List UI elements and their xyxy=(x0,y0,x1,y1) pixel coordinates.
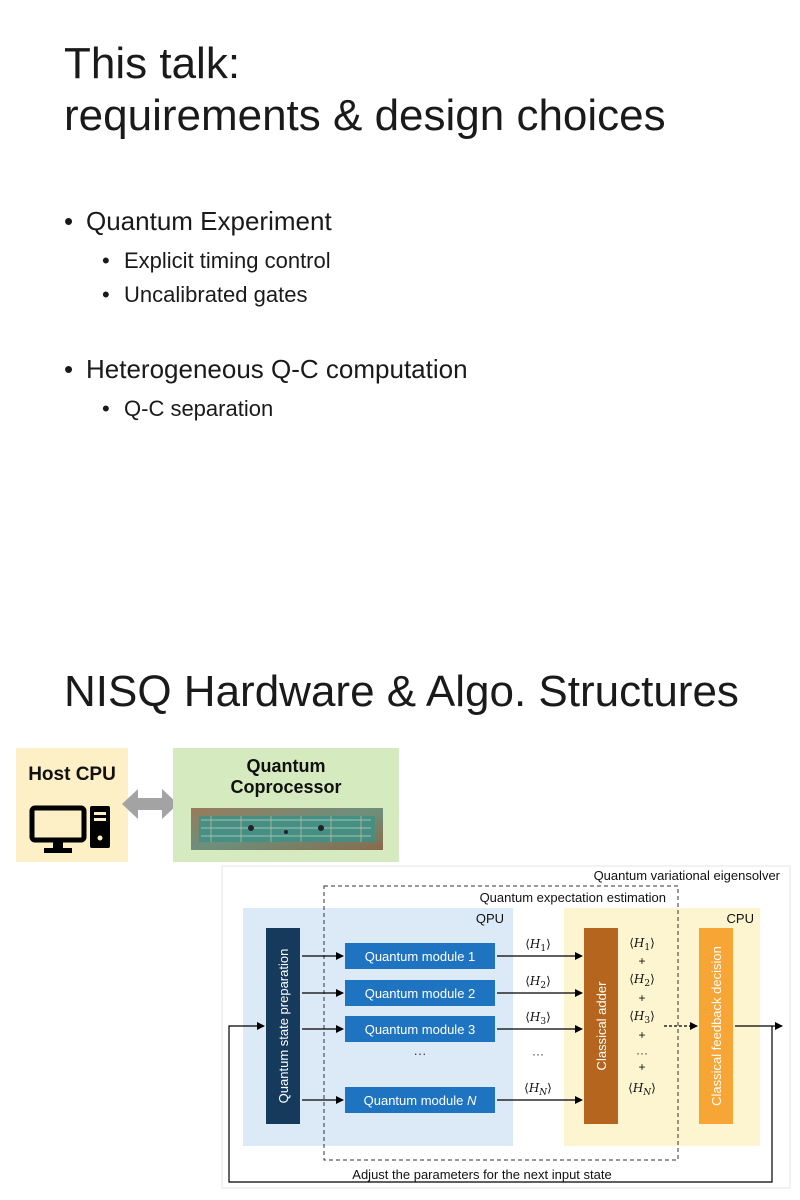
quantum-coprocessor-box xyxy=(173,748,399,862)
slide2-title: NISQ Hardware & Algo. Structures xyxy=(64,667,739,716)
sum-hn: $⟨H_N⟩$ xyxy=(628,1081,656,1098)
module-1-label: Quantum module 1 xyxy=(364,949,476,964)
sum-h3: $⟨H_3⟩$ xyxy=(629,1009,655,1026)
host-cpu-box xyxy=(16,748,128,862)
module-ellipsis: ··· xyxy=(413,1046,427,1061)
state-prep-label: Quantum state preparation xyxy=(276,948,291,1104)
qee-label: Quantum expectation estimation xyxy=(479,890,666,905)
classical-adder-label: Classical adder xyxy=(594,981,609,1071)
bullet-quantum-experiment: • Quantum Experiment xyxy=(64,206,332,236)
expect-ellipsis: ··· xyxy=(532,1047,544,1061)
coprocessor-label: Quantum Coprocessor xyxy=(230,756,342,797)
module-n-label: Quantum module N xyxy=(363,1093,477,1108)
expect-h1: $⟨H_1⟩$ xyxy=(525,937,551,954)
host-cpu-label: Host CPU xyxy=(28,764,116,785)
sum-ellipsis: ··· xyxy=(636,1046,648,1060)
plus-4: + xyxy=(638,1060,646,1074)
plus-2: + xyxy=(638,991,646,1005)
slide1-title-line2: requirements & design choices xyxy=(64,91,666,140)
quantum-chip-image xyxy=(191,808,383,850)
expect-hn: $⟨H_N⟩$ xyxy=(524,1081,552,1098)
slide1-title xyxy=(64,38,666,142)
vqe-diagram xyxy=(220,864,792,1190)
module-2-label: Quantum module 2 xyxy=(364,986,476,1001)
feedback-label: Classical feedback decision xyxy=(709,946,724,1106)
bullet-dot: • xyxy=(102,396,110,421)
bullet-dot: • xyxy=(64,354,74,384)
cpu-label: CPU xyxy=(726,911,754,926)
expect-h2: $⟨H_2⟩$ xyxy=(525,974,551,991)
adjust-label: Adjust the parameters for the next input state xyxy=(352,1167,612,1182)
slide1-title-line1: This talk: xyxy=(64,39,241,88)
bullet-dot: • xyxy=(64,206,74,236)
sum-h1: $⟨H_1⟩$ xyxy=(629,936,655,953)
subbullet-timing: • Explicit timing control xyxy=(102,248,331,273)
bullet-heterogeneous: • Heterogeneous Q-C computation xyxy=(64,354,468,384)
plus-3: + xyxy=(638,1028,646,1042)
qpu-label: QPU xyxy=(475,911,504,926)
plus-1: + xyxy=(638,954,646,968)
sum-h2: $⟨H_2⟩$ xyxy=(629,972,655,989)
subbullet-gates: • Uncalibrated gates xyxy=(102,282,308,307)
expect-h3: $⟨H_3⟩$ xyxy=(525,1010,551,1027)
bullet-dot: • xyxy=(102,248,110,273)
subbullet-separation: • Q-C separation xyxy=(102,396,274,421)
bullet-dot: • xyxy=(102,282,110,307)
computer-icon xyxy=(16,748,128,862)
vqe-label: Quantum variational eigensolver xyxy=(593,868,780,883)
module-3-label: Quantum module 3 xyxy=(364,1022,476,1037)
